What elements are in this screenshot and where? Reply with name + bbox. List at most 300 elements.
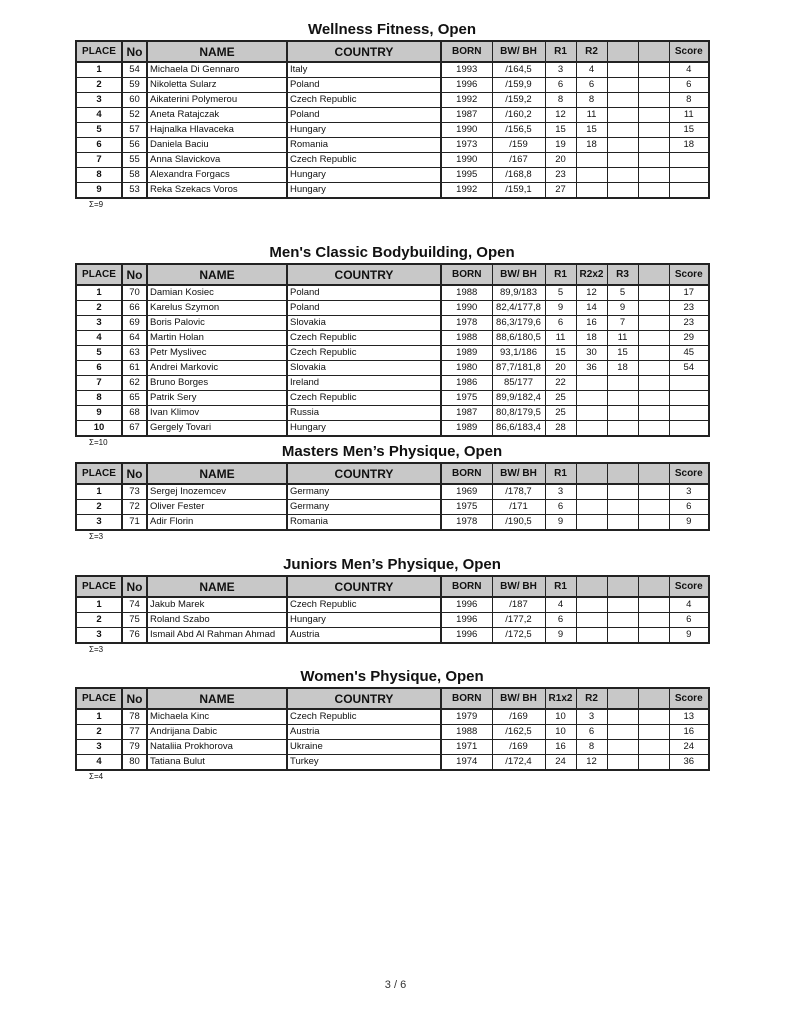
round-cell [638,301,669,316]
header-name: NAME [147,463,287,484]
table-row [76,515,709,531]
header-round: R1x2 [545,688,576,709]
born-cell: 1987 [441,108,492,123]
number-cell: 62 [122,376,147,391]
number-cell: 67 [122,421,147,437]
number-cell: 58 [122,168,147,183]
place-cell: 10 [76,421,122,437]
results-table [75,462,710,531]
country-cell: Czech Republic [287,709,441,725]
round-cell [607,500,638,515]
round-cell: 14 [576,301,607,316]
number-cell: 68 [122,406,147,421]
header-place: PLACE [76,264,122,285]
round-cell [576,613,607,628]
round-cell [638,709,669,725]
table-row [76,285,709,301]
name-cell: Jakub Marek [147,597,287,613]
name-cell: Martin Holan [147,331,287,346]
header-name: NAME [147,688,287,709]
name-cell: Nikoletta Sularz [147,78,287,93]
round-cell [638,183,669,199]
born-cell: 1990 [441,301,492,316]
round-cell [576,153,607,168]
section-title: Juniors Men’s Physique, Open [283,556,501,573]
born-cell: 1969 [441,484,492,500]
table-row [76,301,709,316]
round-cell [607,709,638,725]
country-cell: Poland [287,108,441,123]
round-cell: 6 [545,316,576,331]
number-cell: 64 [122,331,147,346]
round-cell: 6 [545,613,576,628]
place-cell: 6 [76,138,122,153]
header-born: BORN [441,264,492,285]
score-cell: 4 [669,62,709,78]
round-cell: 23 [545,168,576,183]
round-cell: 11 [607,331,638,346]
number-cell: 72 [122,500,147,515]
born-cell: 1989 [441,421,492,437]
header-row [76,264,709,285]
header-round: R2 [576,688,607,709]
round-cell: 6 [576,78,607,93]
round-cell: 15 [545,123,576,138]
country-cell: Romania [287,515,441,531]
number-cell: 74 [122,597,147,613]
round-cell [607,376,638,391]
bw-bh-cell: /159 [492,138,545,153]
name-cell: Andrei Markovic [147,361,287,376]
table-row [76,168,709,183]
born-cell: 1996 [441,78,492,93]
header-round: R1 [545,264,576,285]
round-cell [638,138,669,153]
name-cell: Aikaterini Polymerou [147,93,287,108]
born-cell: 1989 [441,346,492,361]
score-cell: 36 [669,755,709,771]
bw-bh-cell: /168,8 [492,168,545,183]
header-bw-bh: BW/ BH [492,41,545,62]
table-row [76,391,709,406]
header-country: COUNTRY [287,576,441,597]
place-cell: 9 [76,183,122,199]
round-cell [638,361,669,376]
place-cell: 8 [76,168,122,183]
round-cell [607,421,638,437]
round-cell: 6 [576,725,607,740]
round-cell [638,153,669,168]
header-place: PLACE [76,41,122,62]
header-bw-bh: BW/ BH [492,463,545,484]
round-cell: 9 [545,515,576,531]
round-cell [607,62,638,78]
round-cell: 28 [545,421,576,437]
table-row [76,755,709,771]
country-cell: Russia [287,406,441,421]
score-cell [669,183,709,199]
country-cell: Slovakia [287,361,441,376]
bw-bh-cell: /187 [492,597,545,613]
born-cell: 1979 [441,709,492,725]
round-cell [638,484,669,500]
number-cell: 76 [122,628,147,644]
bw-bh-cell: /171 [492,500,545,515]
header-bw-bh: BW/ BH [492,688,545,709]
header-round [638,688,669,709]
place-cell: 2 [76,301,122,316]
place-cell: 1 [76,285,122,301]
header-score: Score [669,463,709,484]
score-cell: 4 [669,597,709,613]
header-round [638,463,669,484]
score-cell: 16 [669,725,709,740]
table-row [76,138,709,153]
born-cell: 1988 [441,331,492,346]
round-cell: 12 [576,755,607,771]
header-round: R3 [607,264,638,285]
section-title: Men's Classic Bodybuilding, Open [269,244,515,261]
round-cell [576,376,607,391]
round-cell: 27 [545,183,576,199]
round-cell [576,628,607,644]
header-row [76,463,709,484]
born-cell: 1996 [441,613,492,628]
country-cell: Poland [287,285,441,301]
born-cell: 1980 [441,361,492,376]
name-cell: Damian Kosiec [147,285,287,301]
header-round [607,463,638,484]
header-row [76,41,709,62]
score-cell: 6 [669,500,709,515]
place-cell: 9 [76,406,122,421]
place-cell: 1 [76,484,122,500]
round-cell [638,331,669,346]
round-cell [576,484,607,500]
round-cell [638,628,669,644]
round-cell [607,108,638,123]
round-cell [638,108,669,123]
header-born: BORN [441,576,492,597]
place-cell: 1 [76,709,122,725]
table-row [76,376,709,391]
score-cell [669,391,709,406]
round-cell [607,183,638,199]
place-cell: 2 [76,725,122,740]
score-cell: 29 [669,331,709,346]
country-cell: Germany [287,500,441,515]
round-cell [576,391,607,406]
table-row [76,78,709,93]
header-born: BORN [441,41,492,62]
header-row [76,688,709,709]
bw-bh-cell: /159,9 [492,78,545,93]
section-title: Masters Men’s Physique, Open [281,443,503,460]
country-cell: Hungary [287,421,441,437]
results-table [75,687,710,771]
round-cell [638,93,669,108]
competitor-count: Σ=4 [89,772,104,781]
header-round [576,463,607,484]
round-cell: 10 [545,725,576,740]
number-cell: 78 [122,709,147,725]
number-cell: 53 [122,183,147,199]
round-cell: 6 [545,78,576,93]
place-cell: 7 [76,153,122,168]
table-row [76,62,709,78]
country-cell: Germany [287,484,441,500]
place-cell: 1 [76,62,122,78]
table-row [76,331,709,346]
score-cell: 18 [669,138,709,153]
bw-bh-cell: 87,7/181,8 [492,361,545,376]
bw-bh-cell: /167 [492,153,545,168]
bw-bh-cell: /169 [492,740,545,755]
score-cell: 23 [669,316,709,331]
header-country: COUNTRY [287,264,441,285]
place-cell: 6 [76,361,122,376]
round-cell [638,346,669,361]
table-row [76,93,709,108]
place-cell: 1 [76,597,122,613]
table-row [76,108,709,123]
round-cell: 7 [607,316,638,331]
place-cell: 2 [76,613,122,628]
bw-bh-cell: 88,6/180,5 [492,331,545,346]
country-cell: Hungary [287,123,441,138]
round-cell: 30 [576,346,607,361]
header-born: BORN [441,463,492,484]
score-cell: 13 [669,709,709,725]
bw-bh-cell: 85/177 [492,376,545,391]
name-cell: Reka Szekacs Voros [147,183,287,199]
round-cell: 16 [545,740,576,755]
place-cell: 4 [76,755,122,771]
header-row [76,576,709,597]
round-cell [638,78,669,93]
name-cell: Petr Myslivec [147,346,287,361]
number-cell: 75 [122,613,147,628]
round-cell [607,484,638,500]
born-cell: 1992 [441,93,492,108]
round-cell: 4 [545,597,576,613]
round-cell: 19 [545,138,576,153]
number-cell: 70 [122,285,147,301]
score-cell [669,376,709,391]
score-cell: 15 [669,123,709,138]
name-cell: Ivan Klimov [147,406,287,421]
header-round: R2x2 [576,264,607,285]
name-cell: Roland Szabo [147,613,287,628]
place-cell: 3 [76,316,122,331]
round-cell: 5 [545,285,576,301]
born-cell: 1978 [441,515,492,531]
score-cell: 6 [669,78,709,93]
page-number: 3 / 6 [384,979,407,991]
table-row [76,361,709,376]
name-cell: Michaela Di Gennaro [147,62,287,78]
table-row [76,709,709,725]
bw-bh-cell: /190,5 [492,515,545,531]
competitor-count: Σ=3 [89,532,104,541]
score-cell: 17 [669,285,709,301]
header-score: Score [669,41,709,62]
bw-bh-cell: /159,1 [492,183,545,199]
born-cell: 1996 [441,628,492,644]
name-cell: Aneta Ratajczak [147,108,287,123]
round-cell [638,376,669,391]
born-cell: 1988 [441,285,492,301]
number-cell: 55 [122,153,147,168]
round-cell [638,285,669,301]
table-row [76,406,709,421]
competitor-count: Σ=3 [89,645,104,654]
name-cell: Daniela Baciu [147,138,287,153]
round-cell [638,755,669,771]
round-cell: 9 [607,301,638,316]
place-cell: 4 [76,108,122,123]
round-cell: 3 [545,62,576,78]
round-cell: 3 [545,484,576,500]
results-table [75,40,710,199]
name-cell: Alexandra Forgacs [147,168,287,183]
born-cell: 1993 [441,62,492,78]
round-cell [607,755,638,771]
table-row [76,346,709,361]
score-cell: 3 [669,484,709,500]
header-country: COUNTRY [287,41,441,62]
place-cell: 2 [76,500,122,515]
bw-bh-cell: /164,5 [492,62,545,78]
round-cell: 12 [545,108,576,123]
place-cell: 7 [76,376,122,391]
header-score: Score [669,264,709,285]
round-cell [638,613,669,628]
header-name: NAME [147,576,287,597]
round-cell [607,740,638,755]
round-cell [607,628,638,644]
name-cell: Patrik Sery [147,391,287,406]
header-no: No [122,264,147,285]
born-cell: 1978 [441,316,492,331]
round-cell: 11 [576,108,607,123]
country-cell: Turkey [287,755,441,771]
country-cell: Hungary [287,168,441,183]
results-table [75,263,710,437]
number-cell: 59 [122,78,147,93]
round-cell: 24 [545,755,576,771]
round-cell [607,168,638,183]
country-cell: Slovakia [287,316,441,331]
table-row [76,613,709,628]
round-cell [638,316,669,331]
header-bw-bh: BW/ BH [492,576,545,597]
name-cell: Tatiana Bulut [147,755,287,771]
round-cell [607,406,638,421]
score-cell [669,168,709,183]
bw-bh-cell: 89,9/183 [492,285,545,301]
header-round [607,41,638,62]
round-cell: 9 [545,301,576,316]
round-cell: 15 [545,346,576,361]
round-cell [638,515,669,531]
born-cell: 1992 [441,183,492,199]
born-cell: 1975 [441,391,492,406]
round-cell [638,421,669,437]
header-no: No [122,463,147,484]
round-cell: 12 [576,285,607,301]
header-born: BORN [441,688,492,709]
round-cell [638,168,669,183]
number-cell: 66 [122,301,147,316]
table-row [76,725,709,740]
round-cell [576,168,607,183]
header-name: NAME [147,264,287,285]
header-country: COUNTRY [287,463,441,484]
table-row [76,500,709,515]
round-cell [576,500,607,515]
results-section [75,667,709,781]
name-cell: Oliver Fester [147,500,287,515]
country-cell: Hungary [287,183,441,199]
number-cell: 60 [122,93,147,108]
round-cell [576,421,607,437]
place-cell: 3 [76,515,122,531]
round-cell [638,597,669,613]
round-cell: 8 [545,93,576,108]
round-cell [607,153,638,168]
score-cell [669,406,709,421]
name-cell: Adir Florin [147,515,287,531]
round-cell: 6 [545,500,576,515]
round-cell [607,597,638,613]
table-row [76,153,709,168]
round-cell: 22 [545,376,576,391]
header-country: COUNTRY [287,688,441,709]
round-cell [638,62,669,78]
number-cell: 73 [122,484,147,500]
place-cell: 3 [76,93,122,108]
round-cell: 25 [545,391,576,406]
round-cell: 36 [576,361,607,376]
table-row [76,597,709,613]
score-cell: 24 [669,740,709,755]
number-cell: 52 [122,108,147,123]
round-cell: 10 [545,709,576,725]
round-cell: 8 [576,740,607,755]
country-cell: Ukraine [287,740,441,755]
place-cell: 3 [76,628,122,644]
born-cell: 1974 [441,755,492,771]
bw-bh-cell: /178,7 [492,484,545,500]
name-cell: Bruno Borges [147,376,287,391]
results-section [75,20,709,209]
round-cell: 11 [545,331,576,346]
header-no: No [122,576,147,597]
score-cell: 9 [669,628,709,644]
header-round [638,41,669,62]
place-cell: 8 [76,391,122,406]
round-cell: 5 [607,285,638,301]
number-cell: 71 [122,515,147,531]
name-cell: Hajnalka Hlavaceka [147,123,287,138]
round-cell [638,725,669,740]
round-cell: 9 [545,628,576,644]
country-cell: Italy [287,62,441,78]
bw-bh-cell: 93,1/186 [492,346,545,361]
number-cell: 79 [122,740,147,755]
round-cell [638,500,669,515]
